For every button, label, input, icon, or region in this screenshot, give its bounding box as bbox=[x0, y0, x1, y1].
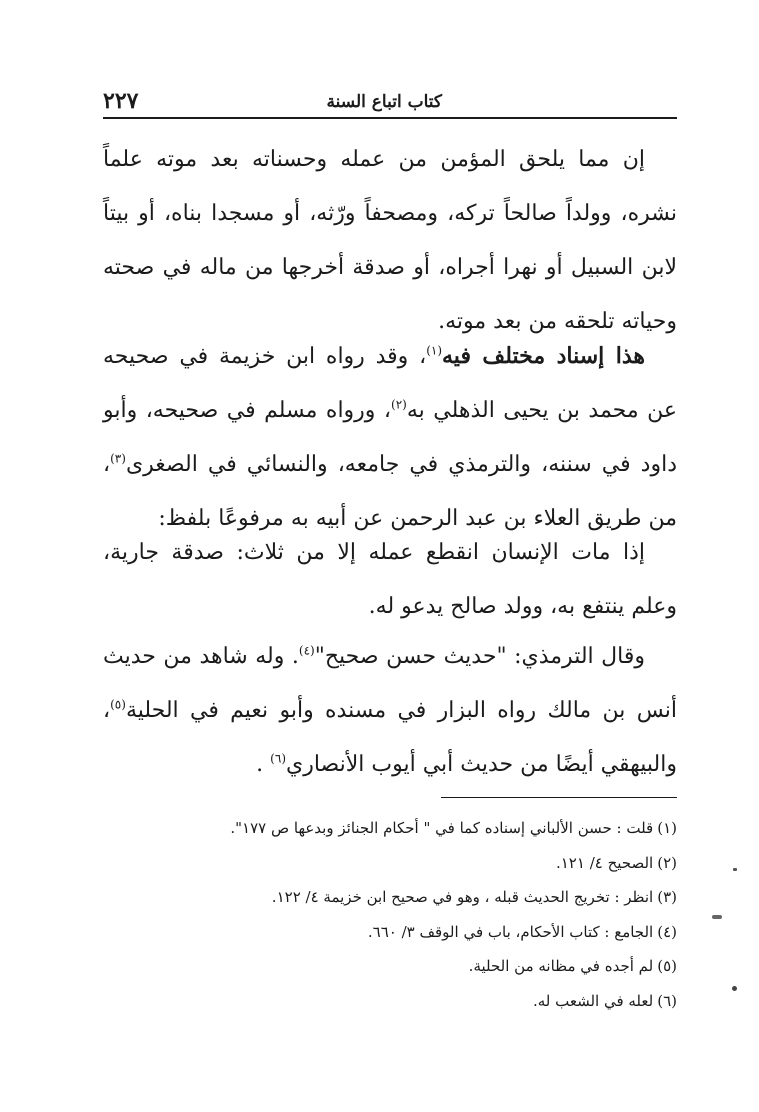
paragraph-text: وقال الترمذي: "حديث حسن صحيح" bbox=[314, 644, 645, 669]
paragraph-hadith-text bbox=[103, 133, 677, 349]
footnote-3 bbox=[103, 880, 677, 915]
footnotes bbox=[103, 811, 677, 1018]
footnote-ref-2[interactable]: (٢) bbox=[391, 397, 407, 412]
paragraph-tirmidhi bbox=[103, 630, 677, 792]
paragraph-isnad bbox=[103, 329, 677, 546]
footnote-text: انظر : تخريج الحديث قبله ، وهو في صحيح ابن خزيمة ٤/ ١٢٢. bbox=[271, 888, 654, 906]
footnote-ref-4[interactable]: (٤) bbox=[298, 643, 315, 658]
footnote-mark: (٢) bbox=[657, 853, 677, 872]
footnote-separator bbox=[441, 797, 677, 798]
page-header bbox=[103, 88, 677, 120]
footnote-6 bbox=[103, 984, 677, 1019]
footnote-ref-6[interactable]: (٦) bbox=[270, 751, 286, 766]
footnote-ref-5[interactable]: (٥) bbox=[110, 697, 126, 712]
page-number: ٢٢٧ bbox=[103, 88, 139, 114]
running-title: كتاب اتباع السنة bbox=[326, 92, 442, 112]
paragraph-text: إن مما يلحق المؤمن من عمله وحسناته بعد موته علماً نشره، وولداً صالحاً تركه، ومصحفاً ورّثه، أو مسجدا بناه، أو بيتاً لابن السبيل أو نهرا أجراه، أو صدقة أخرجها من ماله في صحته وحياته تلحقه من بعد موته. bbox=[103, 147, 677, 334]
footnote-1 bbox=[103, 811, 677, 846]
scan-speck bbox=[733, 868, 737, 871]
paragraph-text: إذا مات الإنسان انقطع عمله إلا من ثلاث: صدقة جارية، وعلم ينتفع به، وولد صالح يدعو له. bbox=[103, 540, 677, 619]
scan-speck bbox=[732, 986, 737, 991]
footnote-text: الصحيح ٤/ ١٢١. bbox=[555, 853, 654, 872]
paragraph-text: ، وقد رواه ابن خزيمة في صحيحه عن محمد بن يحيى الذهلي به bbox=[103, 344, 678, 423]
footnote-text: الجامع : كتاب الأحكام، باب في الوقف ٣/ ٦٦٠. bbox=[367, 922, 654, 941]
paragraph-text: . وله شاهد من حديث أنس بن مالك رواه البزار في مسنده وأبو نعيم في الحلية bbox=[103, 644, 677, 723]
paragraph-text: ، من طريق العلاء بن عبد الرحمن عن أبيه به مرفوعًا بلفظ: bbox=[103, 452, 677, 531]
footnote-mark: (٤) bbox=[657, 922, 677, 941]
footnote-ref-1[interactable]: (١) bbox=[426, 343, 443, 358]
footnote-2 bbox=[103, 846, 677, 881]
footnote-text: لعله في الشعب له. bbox=[532, 991, 654, 1010]
paragraph-text: ، ورواه مسلم في صحيحه، وأبو داود في سننه، والترمذي في جامعه، والنسائي في الصغرى bbox=[103, 398, 677, 477]
footnote-4 bbox=[103, 915, 677, 950]
header-rule bbox=[103, 117, 677, 119]
footnote-mark: (٦) bbox=[657, 991, 677, 1010]
paragraph-text: . bbox=[256, 752, 271, 777]
isnad-heading: هذا إسناد مختلف فيه bbox=[442, 343, 645, 369]
paragraph-text: ، والبيهقي أيضًا من حديث أبي أيوب الأنصاري bbox=[103, 698, 677, 777]
footnote-mark: (٣) bbox=[657, 888, 677, 906]
footnote-ref-3[interactable]: (٣) bbox=[110, 451, 126, 466]
paragraph-hadith-quote bbox=[103, 526, 677, 634]
footnote-text: لم أجده في مظانه من الحلية. bbox=[468, 957, 654, 975]
footnote-5 bbox=[103, 949, 677, 984]
scan-speck bbox=[712, 915, 722, 919]
footnote-mark: (٥) bbox=[657, 957, 677, 975]
footnote-text: قلت : حسن الألباني إسناده كما في " أحكام الجنائز وبدعها ص ١٧٧". bbox=[230, 819, 654, 837]
footnote-mark: (١) bbox=[657, 819, 677, 837]
